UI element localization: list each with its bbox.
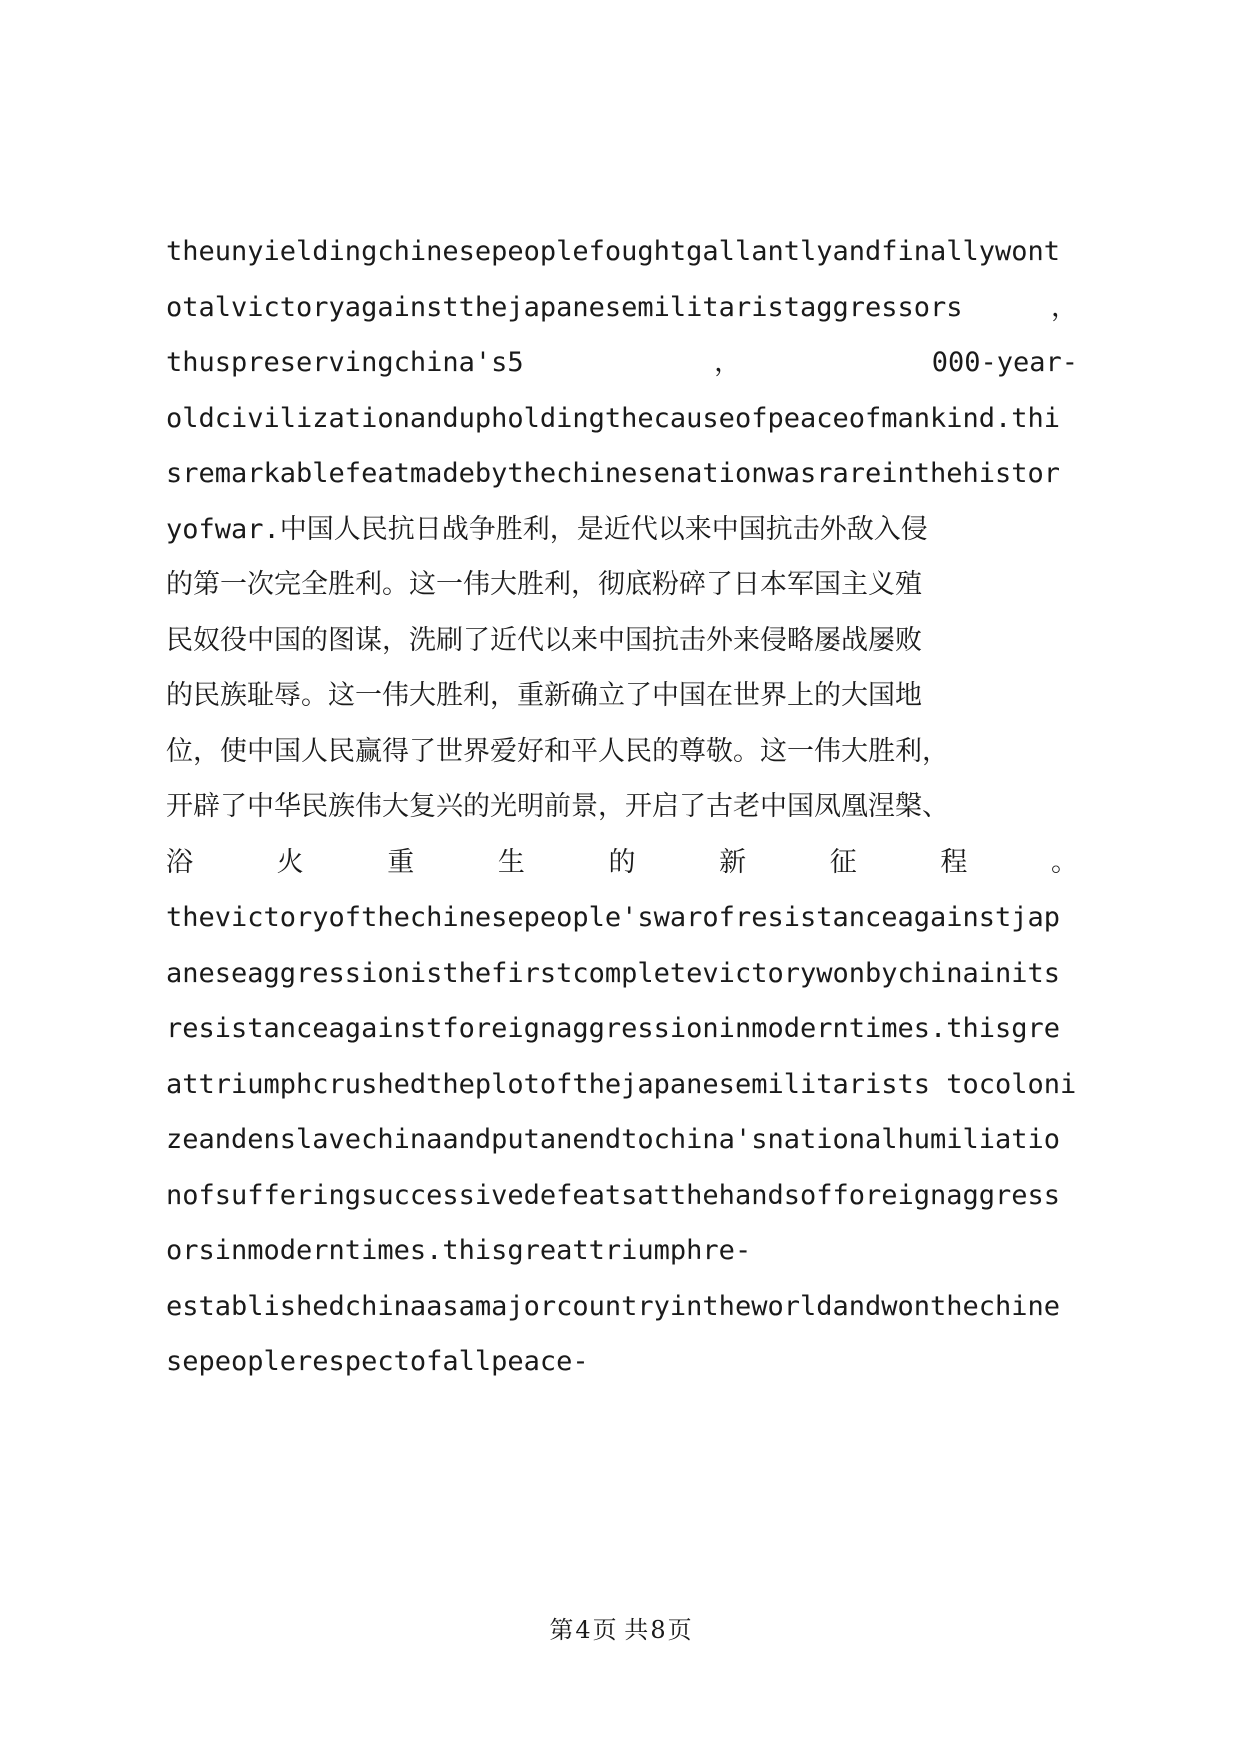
- text-line-3-tail: 000-year-: [931, 347, 1078, 378]
- spaced-char: 重: [387, 847, 415, 878]
- text-line-17: zeandenslavechinaandputanendtochina'snationalhumiliatio: [166, 1124, 1061, 1155]
- text-line-12: [166, 843, 1078, 883]
- text-line-21: sepeoplerespectofallpeace-: [166, 1346, 589, 1377]
- text-line-18: nofsufferingsuccessivedefeatsatthehandsofforeignaggress: [166, 1180, 1061, 1211]
- spaced-char: 的: [608, 847, 636, 878]
- page-mid: 页 共: [592, 1616, 649, 1644]
- text-line-4: oldcivilizationandupholdingthecauseofpeaceofmankind.thi: [166, 403, 1061, 434]
- text-line-11: 开辟了中华民族伟大复兴的光明前景，开启了古老中国凤凰涅槃、: [166, 791, 949, 822]
- text-line-2-comma: ，: [1051, 292, 1078, 323]
- text-line-1: theunyieldingchinesepeoplefoughtgallantlyandfinallywont: [166, 236, 1061, 267]
- page-number: 4: [575, 1616, 591, 1644]
- text-line-7: 的第一次完全胜利。这一伟大胜利，彻底粉碎了日本军国主义殖: [166, 569, 922, 600]
- spaced-char: 新: [719, 847, 747, 878]
- text-line-16: attriumphcrushedtheplotofthejapanesemilitarists tocoloni: [166, 1069, 1077, 1100]
- spaced-char: 浴: [166, 847, 193, 878]
- page-suffix: 页: [667, 1616, 692, 1644]
- text-line-13: thevictoryofthechinesepeople'swarofresistanceagainstjap: [166, 902, 1061, 933]
- text-line-10: 位，使中国人民赢得了世界爱好和平人民的尊敬。这一伟大胜利，: [166, 736, 949, 767]
- spaced-char: 生: [497, 847, 525, 878]
- text-line-3-comma: ，: [714, 347, 742, 378]
- text-line-5: sremarkablefeatmadebythechinesenationwasrareinthehistor: [166, 458, 1061, 489]
- text-line-20: establishedchinaasamajorcountryintheworldandwonthechine: [166, 1291, 1061, 1322]
- text-line-15: resistanceagainstforeignaggressioninmoderntimes.thisgre: [166, 1013, 1061, 1044]
- page-prefix: 第: [549, 1616, 574, 1644]
- text-line-8: 民奴役中国的图谋，洗刷了近代以来中国抗击外来侵略屡战屡败: [166, 625, 922, 656]
- spaced-char: 征: [829, 847, 857, 878]
- text-line-3-main: thuspreservingchina's5: [166, 347, 524, 378]
- page-footer: [0, 1614, 1241, 1646]
- spaced-char: 。: [1051, 847, 1078, 878]
- text-line-2-main: otalvictoryagainstthejapanesemilitaristaggressors: [166, 292, 963, 323]
- text-line-14: aneseaggressionisthefirstcompletevictorywonbychinainits: [166, 958, 1061, 989]
- page-total: 8: [650, 1616, 666, 1644]
- text-line-6: yofwar.中国人民抗日战争胜利，是近代以来中国抗击外敌入侵: [166, 514, 928, 545]
- text-line-19: orsinmoderntimes.thisgreattriumphre-: [166, 1235, 752, 1266]
- text-line-3: [166, 343, 1078, 383]
- spaced-char: 火: [276, 847, 304, 878]
- text-line-9: 的民族耻辱。这一伟大胜利，重新确立了中国在世界上的大国地: [166, 680, 922, 711]
- spaced-char: 程: [940, 847, 968, 878]
- text-line-2: [166, 288, 1078, 328]
